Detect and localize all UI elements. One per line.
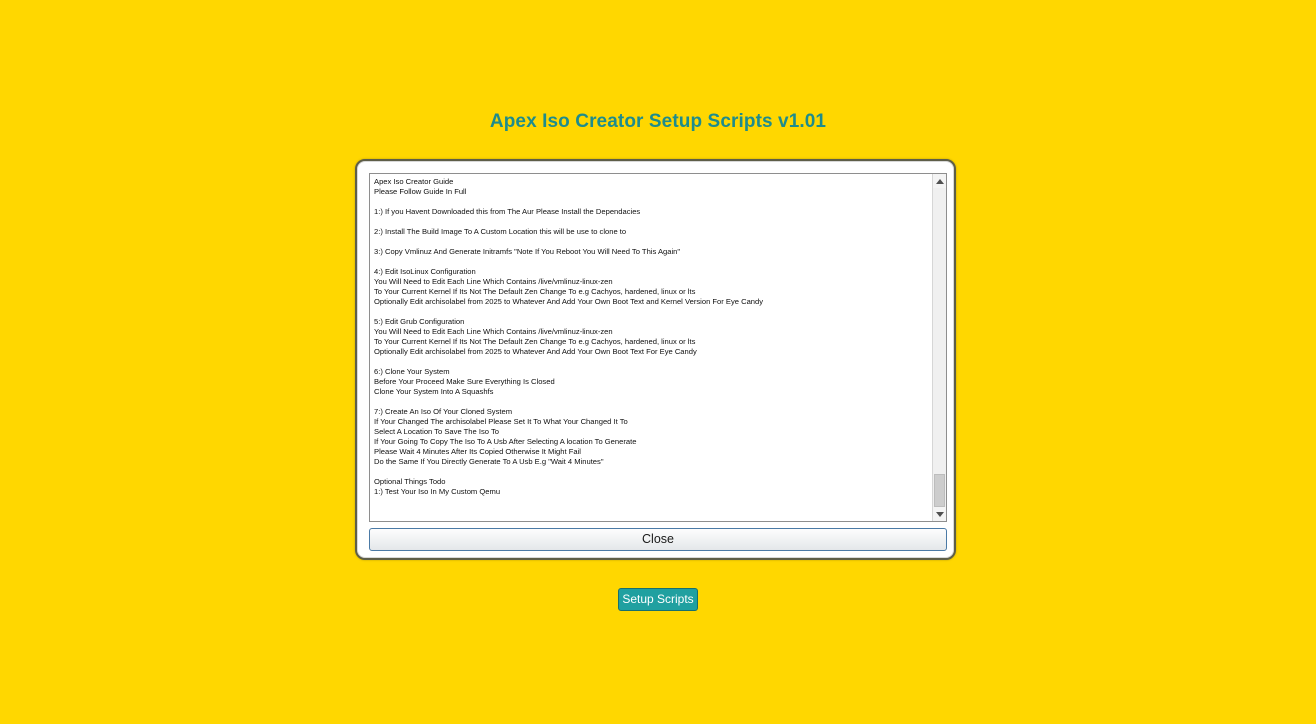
guide-line: Optionally Edit archisolabel from 2025 to Whatever And Add Your Own Boot Text For Eye Candy — [374, 347, 697, 356]
guide-line: Optional Things Todo — [374, 477, 446, 486]
guide-line: If Your Changed The archisolabel Please Set It To What Your Changed It To — [374, 417, 628, 426]
guide-line: 7:) Create An Iso Of Your Cloned System — [374, 407, 513, 416]
arrow-up-icon — [936, 179, 944, 184]
arrow-down-icon — [936, 512, 944, 517]
vertical-scrollbar[interactable] — [932, 174, 946, 521]
guide-text-content[interactable] — [370, 174, 932, 521]
guide-line: If Your Going To Copy The Iso To A Usb After Selecting A location To Generate — [374, 437, 637, 446]
guide-line — [374, 397, 932, 407]
guide-line: Please Wait 4 Minutes After Its Copied Otherwise It Might Fail — [374, 447, 581, 456]
guide-line: 4:) Edit IsoLinux Configuration — [374, 267, 476, 276]
guide-text-area[interactable] — [369, 173, 947, 522]
guide-line: 5:) Edit Grub Configuration — [374, 317, 465, 326]
guide-line — [374, 197, 932, 207]
close-button[interactable]: Close — [369, 528, 947, 551]
guide-line — [374, 357, 932, 367]
guide-line: Please Follow Guide In Full — [374, 187, 467, 196]
guide-line: 1:) Test Your Iso In My Custom Qemu — [374, 487, 501, 496]
guide-line: To Your Current Kernel If Its Not The Default Zen Change To e.g Cachyos, hardened, linux or lts — [374, 337, 696, 346]
guide-line: Select A Location To Save The Iso To — [374, 427, 499, 436]
guide-line: Clone Your System Into A Squashfs — [374, 387, 494, 396]
scroll-thumb[interactable] — [934, 474, 945, 507]
guide-line: Before Your Proceed Make Sure Everything Is Closed — [374, 377, 555, 386]
guide-line: Do the Same If You Directly Generate To A Usb E.g "Wait 4 Minutes" — [374, 457, 604, 466]
guide-line — [374, 237, 932, 247]
guide-line: Apex Iso Creator Guide — [374, 177, 454, 186]
guide-line — [374, 467, 932, 477]
guide-line: Optionally Edit archisolabel from 2025 to Whatever And Add Your Own Boot Text and Kernel Version For Eye Candy — [374, 297, 764, 306]
page-title: Apex Iso Creator Setup Scripts v1.01 — [489, 111, 827, 132]
guide-line: 2:) Install The Build Image To A Custom Location this will be use to clone to — [374, 227, 627, 236]
setup-scripts-button[interactable]: Setup Scripts — [618, 588, 698, 611]
scroll-down-button[interactable] — [933, 507, 946, 521]
guide-line: To Your Current Kernel If Its Not The Default Zen Change To e.g Cachyos, hardened, linux or lts — [374, 287, 696, 296]
guide-line: 3:) Copy Vmlinuz And Generate Initramfs "Note If You Reboot You Will Need To This Again" — [374, 247, 681, 256]
scroll-track[interactable] — [933, 188, 946, 507]
guide-line — [374, 217, 932, 227]
scroll-up-button[interactable] — [933, 174, 946, 188]
guide-line: 6:) Clone Your System — [374, 367, 450, 376]
guide-line: You Will Need to Edit Each Line Which Contains /live/vmlinuz-linux-zen — [374, 277, 613, 286]
guide-line — [374, 257, 932, 267]
guide-line: 1:) If you Havent Downloaded this from The Aur Please Install the Dependacies — [374, 207, 641, 216]
guide-dialog — [355, 159, 956, 560]
guide-line: You Will Need to Edit Each Line Which Contains /live/vmlinuz-linux-zen — [374, 327, 613, 336]
guide-line — [374, 307, 932, 317]
